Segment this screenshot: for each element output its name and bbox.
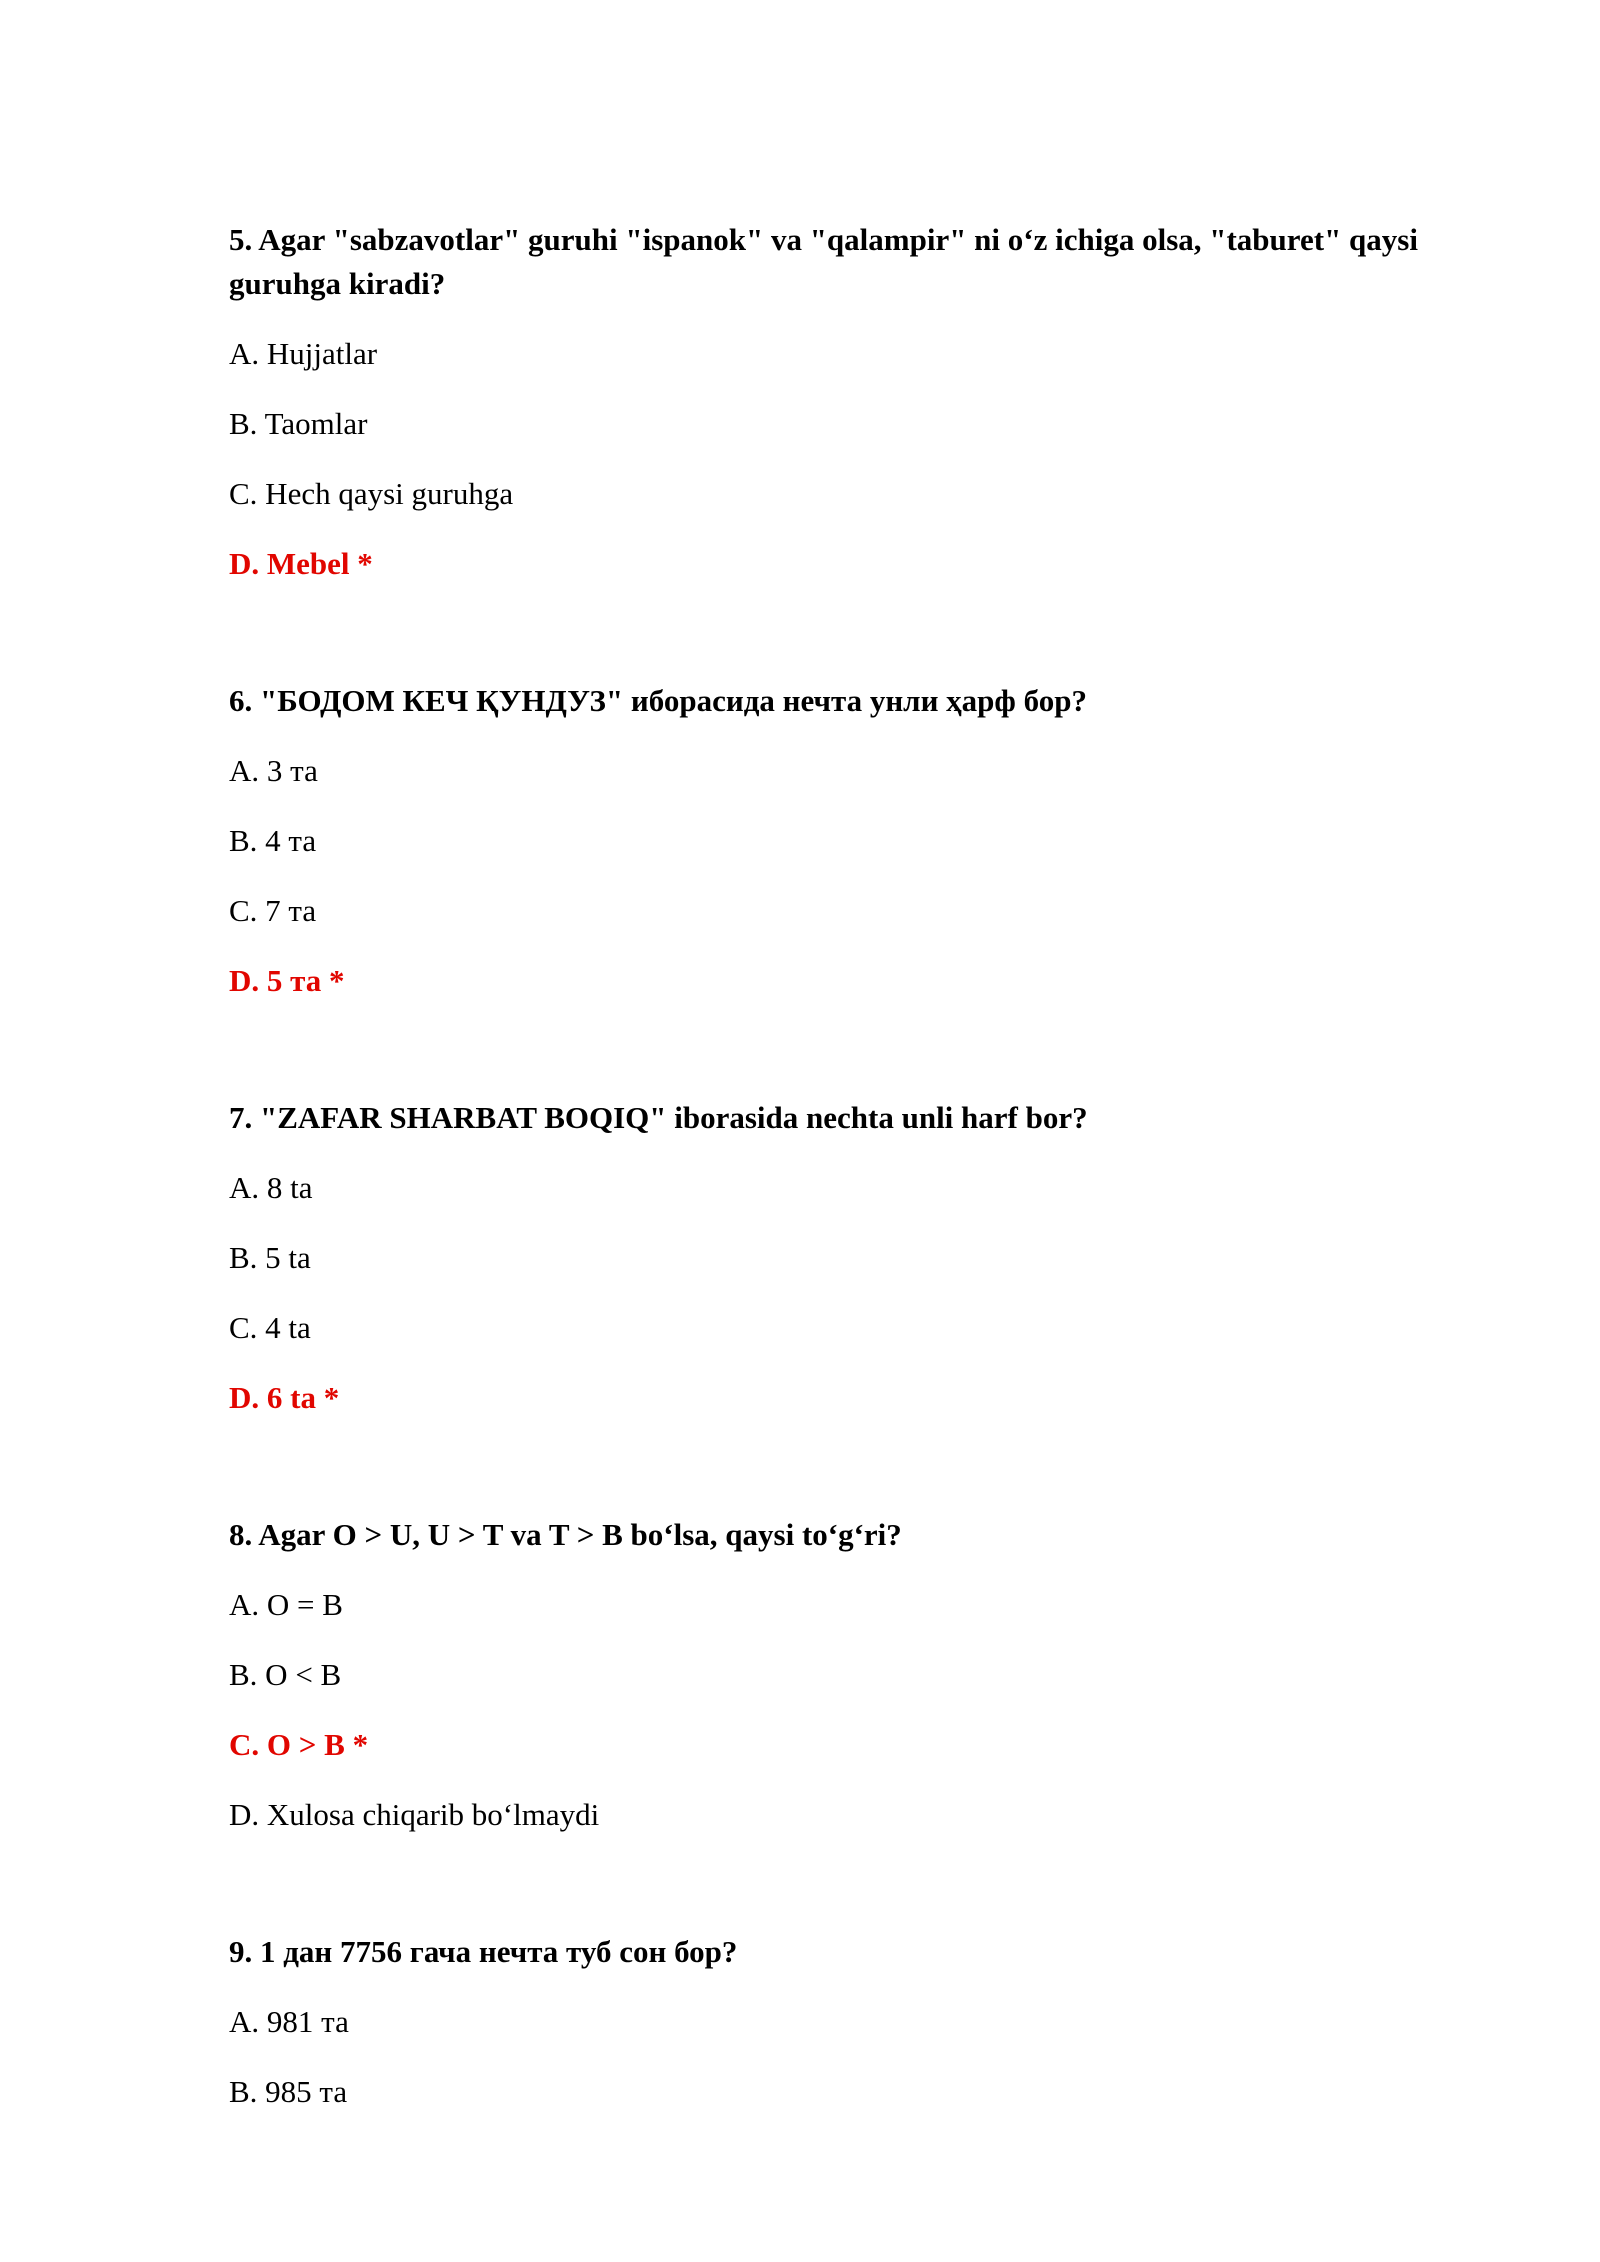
option-a: A. Hujjatlar [229,336,378,371]
option-d-correct: D. 6 ta * [229,1380,340,1415]
option-list [229,332,1491,586]
question-8 [229,1513,1491,1837]
option-a: A. 3 та [229,753,318,788]
option-b: B. 4 та [229,823,317,858]
option-a: A. 8 ta [229,1170,313,1205]
option-d: D. Xulosa chiqarib bo‘lmaydi [229,1797,600,1832]
question-separator [229,586,1491,679]
option-b: B. Taomlar [229,406,368,441]
question-text: 7. "ZAFAR SHARBAT BOQIQ" iborasida nechta unli harf bor? [229,1100,1088,1135]
option-d-correct: D. Mebel * [229,546,373,581]
question-text: 9. 1 дан 7756 гача нечта туб сон бор? [229,1934,738,1969]
question-text: 5. Agar "sabzavotlar" guruhi "ispanok" va "qalampir" ni o‘z ichiga olsa, "taburet" qaysi guruhga kiradi? [229,222,1418,301]
option-list [229,1583,1491,1837]
option-c: C. Hech qaysi guruhga [229,476,514,511]
option-b: B. 5 ta [229,1240,311,1275]
question-separator [229,1837,1491,1930]
option-list [229,2000,1491,2114]
question-text: 8. Agar O > U, U > T va T > B bo‘lsa, qaysi to‘g‘ri? [229,1517,902,1552]
option-b: B. 985 та [229,2074,348,2109]
question-separator [229,1420,1491,1513]
question-separator [229,1003,1491,1096]
option-a: A. O = B [229,1587,343,1622]
question-text: 6. "БОДОМ КЕЧ ҚУНДУЗ" иборасида нечта унли ҳарф бор? [229,683,1087,718]
question-9 [229,1930,1491,2114]
option-c-correct: C. O > B * [229,1727,369,1762]
option-b: B. O < B [229,1657,342,1692]
option-a: A. 981 та [229,2004,349,2039]
question-6 [229,679,1491,1003]
option-c: C. 4 ta [229,1310,311,1345]
option-list [229,749,1491,1003]
option-list [229,1166,1491,1420]
option-d-correct: D. 5 та * [229,963,345,998]
option-c: C. 7 та [229,893,317,928]
quiz-page [229,218,1491,2114]
question-5 [229,218,1491,586]
question-7 [229,1096,1491,1420]
